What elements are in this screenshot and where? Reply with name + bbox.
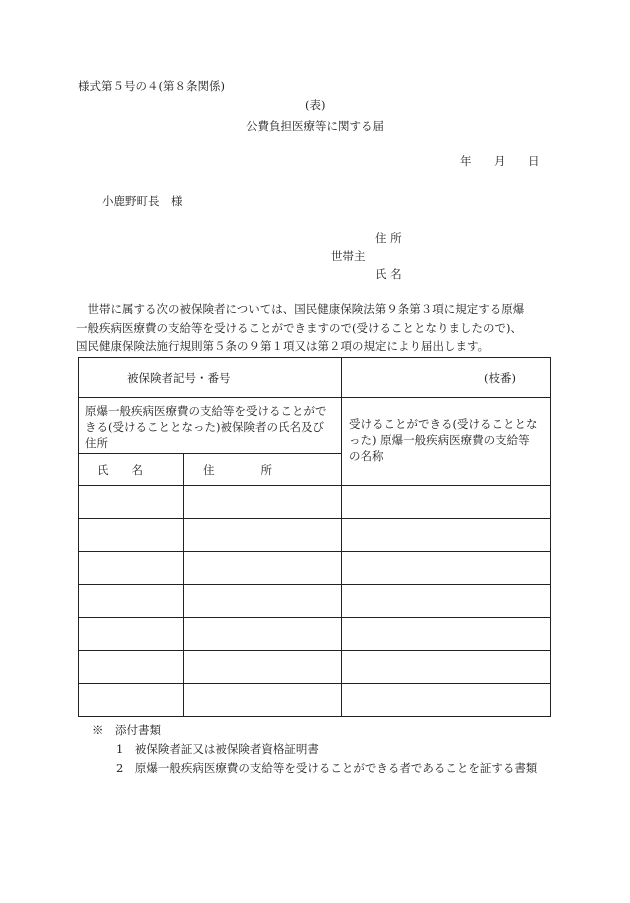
benefit-name-header xyxy=(342,398,551,486)
address-column-label: 住 所 xyxy=(203,463,272,477)
table-cell-name[interactable] xyxy=(79,618,184,651)
table-cell-address[interactable] xyxy=(184,651,342,684)
date-year: 年 xyxy=(460,154,472,168)
table-cell-name[interactable] xyxy=(79,585,184,618)
table-cell-benefit[interactable] xyxy=(342,519,551,552)
address-column-header xyxy=(184,454,342,486)
notification-table xyxy=(78,357,551,717)
name-column-header xyxy=(79,454,184,486)
table-cell-address[interactable] xyxy=(184,486,342,519)
table-cell-name[interactable] xyxy=(79,486,184,519)
address-label: 住 所 xyxy=(375,231,402,245)
table-cell-address[interactable] xyxy=(184,684,342,717)
table-cell-benefit[interactable] xyxy=(342,585,551,618)
table-cell-benefit[interactable] xyxy=(342,486,551,519)
insured-person-header xyxy=(79,398,342,454)
header-line: 住所 xyxy=(85,436,108,450)
form-number: 様式第５号の４(第８条関係) xyxy=(78,79,225,93)
body-line: 一般疾病医療費の支給等を受けることができますので(受けることとなりましたので)、 xyxy=(76,320,522,335)
table-cell-benefit[interactable] xyxy=(342,552,551,585)
attachments-heading: ※ 添付書類 xyxy=(92,723,161,737)
table-cell-benefit[interactable] xyxy=(342,651,551,684)
addressee: 小鹿野町長 様 xyxy=(102,194,183,208)
table-cell-name[interactable] xyxy=(79,684,184,717)
name-label: 氏 名 xyxy=(375,267,402,281)
header-line: った) 原爆一般疾病医療費の支給等 xyxy=(349,433,530,447)
table-cell-address[interactable] xyxy=(184,552,342,585)
table-cell-address[interactable] xyxy=(184,585,342,618)
attachment-item: 1 被保険者証又は被保険者資格証明書 xyxy=(116,742,319,756)
header-line: 原爆一般疾病医療費の支給等を受けることがで xyxy=(85,404,327,418)
body-line: 国民健康保険法施行規則第５条の９第１項又は第２項の規定により届出します。 xyxy=(76,339,490,353)
table-cell-benefit[interactable] xyxy=(342,618,551,651)
header-line: 受けることができる(受けることとな xyxy=(349,417,538,431)
body-line: 世帯に属する次の被保険者については、国民健康保険法第９条第３項に規定する原爆 xyxy=(87,302,525,316)
household-head-label: 世帯主 xyxy=(331,249,366,263)
header-line: の名称 xyxy=(349,449,384,463)
insured-number-label: 被保険者記号・番号 xyxy=(127,371,231,385)
table-cell-address[interactable] xyxy=(184,618,342,651)
table-cell-address[interactable] xyxy=(184,519,342,552)
table-cell-name[interactable] xyxy=(79,651,184,684)
form-title: 公費負担医療等に関する届 xyxy=(246,119,384,133)
branch-number-label: (枝番) xyxy=(484,371,516,385)
body-paragraph xyxy=(76,300,556,356)
attachment-item: 2 原爆一般疾病医療費の支給等を受けることができる者であることを証する書類 xyxy=(116,761,538,775)
branch-number-cell xyxy=(342,358,551,398)
table-cell-name[interactable] xyxy=(79,519,184,552)
date-day: 日 xyxy=(528,154,540,168)
side-label: (表) xyxy=(305,98,326,112)
table-cell-name[interactable] xyxy=(79,552,184,585)
name-column-label: 氏 名 xyxy=(97,463,143,477)
date-month: 月 xyxy=(494,154,506,168)
table-cell-benefit[interactable] xyxy=(342,684,551,717)
insured-number-cell xyxy=(79,358,342,398)
header-line: きる(受けることとなった)被保険者の氏名及び xyxy=(85,420,324,434)
